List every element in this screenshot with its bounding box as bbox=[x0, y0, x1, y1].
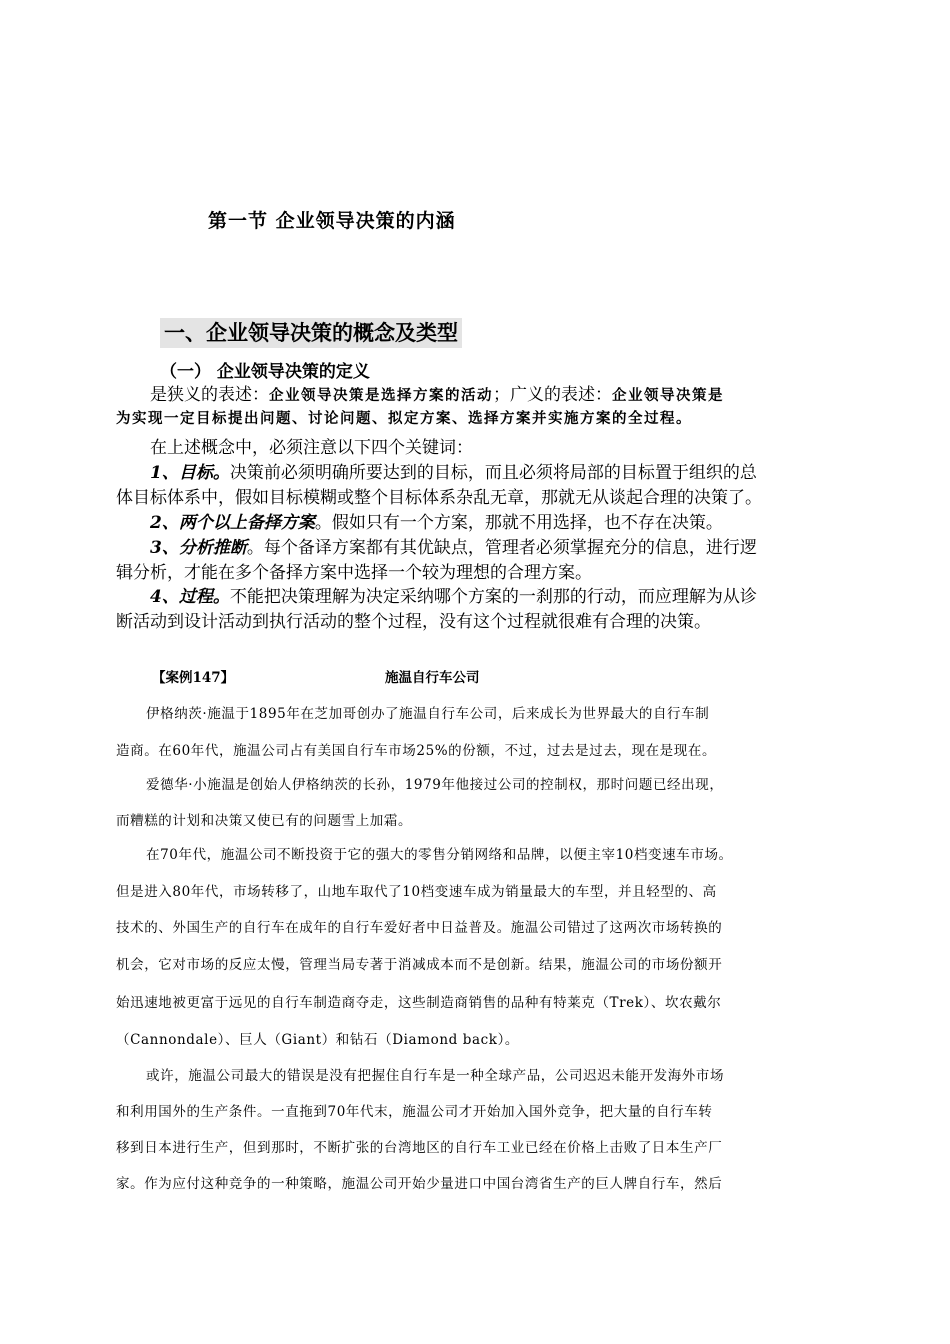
intro-line: 在上述概念中，必须注意以下四个关键词： bbox=[150, 438, 473, 458]
case-line: 家。作为应付这种竞争的一种策略，施温公司开始少量进口中国台湾省生产的巨人牌自行车，然后 bbox=[116, 1176, 723, 1192]
definition-line-2: 为实现一定目标提出问题、讨论问题、拟定方案、选择方案并实施方案的全过程。 bbox=[116, 410, 692, 427]
case-line: 造商。在60年代，施温公司占有美国自行车市场25%的份额，不过，过去是过去，现在是现在。 bbox=[116, 743, 717, 759]
case-label: 【案例147】 bbox=[152, 670, 235, 686]
keyword-3-line-2: 辑分析，才能在多个备择方案中选择一个较为理想的合理方案。 bbox=[116, 563, 592, 583]
case-line: 伊格纳茨·施温于1895年在芝加哥创办了施温自行车公司，后来成长为世界最大的自行车制 bbox=[146, 706, 710, 722]
case-line: 机会，它对市场的反应太慢，管理当局专著于消减成本而不是创新。结果，施温公司的市场份额开 bbox=[116, 957, 723, 973]
keyword-1-line-1: 1、目标。决策前必须明确所要达到的目标，而且必须将局部的目标置于组织的总 bbox=[150, 463, 757, 483]
keyword-4-line-1: 4、过程。不能把决策理解为决定采纳哪个方案的一刹那的行动，而应理解为从诊 bbox=[150, 587, 757, 607]
case-line: 移到日本进行生产，但到那时，不断扩张的台湾地区的自行车工业已经在价格上击败了日本生产厂 bbox=[116, 1140, 723, 1156]
definition-line-1: 是狭义的表述：企业领导决策是选择方案的活动；广义的表述：企业领导决策是 bbox=[150, 385, 724, 405]
case-line: （Cannondale）、巨人（Giant）和钻石（Diamond back）。 bbox=[116, 1032, 520, 1048]
subsection-title: （一） 企业领导决策的定义 bbox=[160, 362, 370, 382]
case-line: 在70年代，施温公司不断投资于它的强大的零售分销网络和品牌，以便主宰10档变速车市场。 bbox=[146, 847, 733, 863]
keyword-4-line-2: 断活动到设计活动到执行活动的整个过程，没有这个过程就很难有合理的决策。 bbox=[116, 612, 711, 632]
case-line: 爱德华·小施温是创始人伊格纳茨的长孙，1979年他接过公司的控制权，那时问题已经出现， bbox=[146, 777, 724, 793]
keyword-2-line-1: 2、两个以上备择方案。假如只有一个方案，那就不用选择，也不存在决策。 bbox=[150, 513, 723, 533]
case-line: 但是进入80年代，市场转移了，山地车取代了10档变速车成为销量最大的车型，并且轻型的、高 bbox=[116, 884, 717, 900]
case-line: 始迅速地被更富于远见的自行车制造商夺走，这些制造商销售的品种有特莱克（Trek）、坎农戴尔 bbox=[116, 995, 722, 1011]
case-line: 或许，施温公司最大的错误是没有把握住自行车是一种全球产品，公司迟迟未能开发海外市场 bbox=[146, 1068, 725, 1084]
chapter-title: 第一节 企业领导决策的内涵 bbox=[208, 210, 456, 232]
keyword-3-line-1: 3、分析推断。每个备译方案都有其优缺点，管理者必须掌握充分的信息，进行逻 bbox=[150, 538, 757, 558]
case-line: 而糟糕的计划和决策又使已有的问题雪上加霜。 bbox=[116, 813, 413, 829]
case-line: 和利用国外的生产条件。一直拖到70年代末，施温公司才开始加入国外竞争，把大量的自行车转 bbox=[116, 1104, 713, 1120]
keyword-1-line-2: 体目标体系中，假如目标模糊或整个目标体系杂乱无章，那就无从谈起合理的决策了。 bbox=[116, 488, 762, 508]
case-line: 技术的、外国生产的自行车在成年的自行车爱好者中日益普及。施温公司错过了这两次市场转换的 bbox=[116, 920, 723, 936]
section-title: 一、企业领导决策的概念及类型 bbox=[160, 318, 462, 348]
case-title: 施温自行车公司 bbox=[385, 670, 480, 686]
